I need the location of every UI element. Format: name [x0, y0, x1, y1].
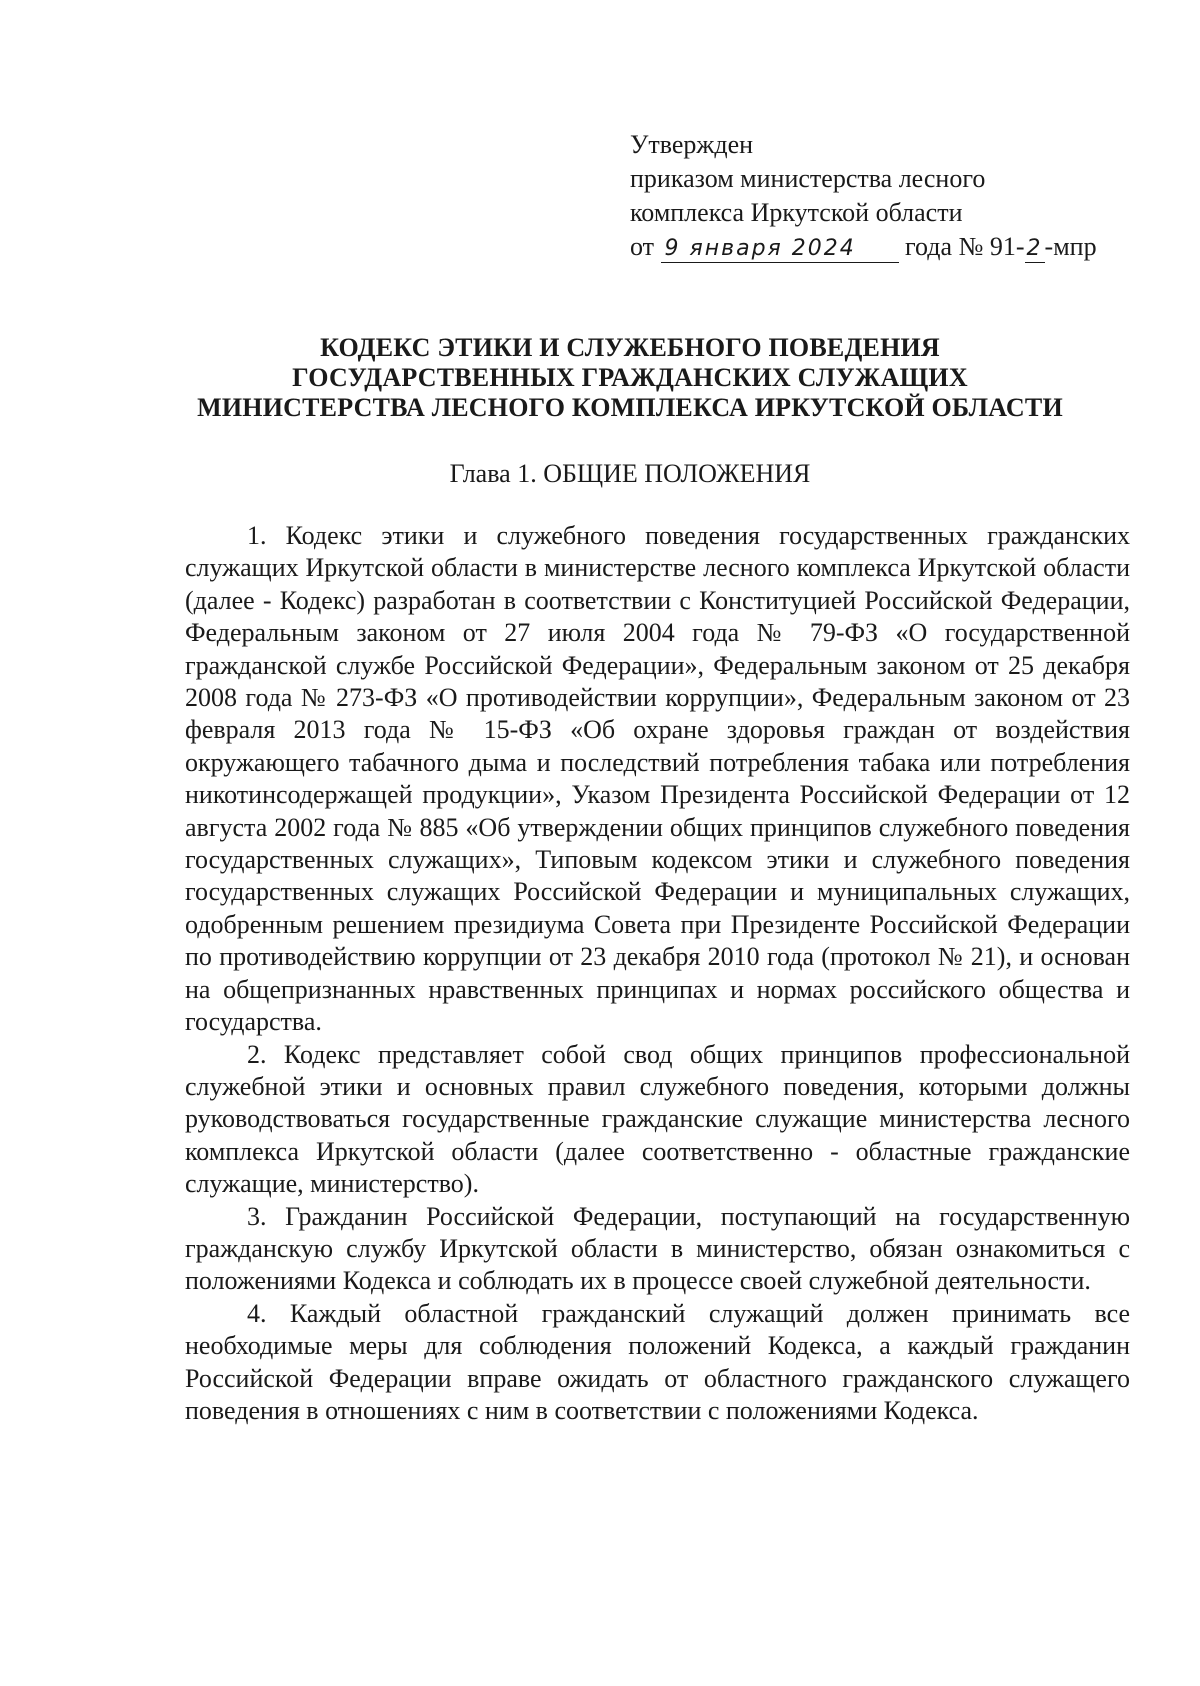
approval-line-2: приказом министерства лесного: [630, 164, 986, 193]
document-title: [150, 333, 1110, 423]
paragraph-1: 1. Кодекс этики и служебного поведения государственных гражданских служащих Иркутской области в министерстве лесного комплекса Иркутской области (далее - Кодекс) разработан в соответствии с Конституцией Российской Федерации, Федеральным законом от 27 июля 2004 года № 79-ФЗ «О государственной гражданской службе Российской Федерации», Федеральным законом от 25 декабря 2008 года № 273-ФЗ «О противодействии коррупции», Федеральным законом от 23 февраля 2013 года № 15-ФЗ «Об охране здоровья граждан от воздействия окружающего табачного дыма и последствий потребления табака или потребления никотинсодержащей продукции», Указом Президента Российской Федерации от 12 августа 2002 года № 885 «Об утверждении общих принципов служебного поведения государственных служащих», Типовым кодексом этики и служебного поведения государственных служащих Российской Федерации и муниципальных служащих, одобренным решением президиума Совета при Президенте Российской Федерации по противодействию коррупции от 23 декабря 2010 года (протокол № 21), и основан на общепризнанных нравственных принципах и нормах российского общества и государства.: [185, 521, 1130, 1037]
approval-from: от: [630, 232, 655, 261]
title-line-1: КОДЕКС ЭТИКИ И СЛУЖЕБНОГО ПОВЕДЕНИЯ: [320, 333, 940, 362]
title-line-3: МИНИСТЕРСТВА ЛЕСНОГО КОМПЛЕКСА ИРКУТСКОЙ ОБЛАСТИ: [197, 393, 1063, 422]
approval-line-4: [630, 230, 1097, 264]
chapter-heading: Глава 1. ОБЩИЕ ПОЛОЖЕНИЯ: [449, 459, 811, 488]
approval-suffix: -мпр: [1044, 232, 1097, 261]
approval-year-number: года № 91-: [905, 232, 1025, 261]
approval-line-3: комплекса Иркутской области: [630, 198, 963, 227]
title-line-2: ГОСУДАРСТВЕННЫХ ГРАЖДАНСКИХ СЛУЖАЩИХ: [292, 363, 968, 392]
handwritten-date: 9 января 2024: [661, 236, 899, 263]
document-body: [185, 520, 1130, 1427]
paragraph-2: 2. Кодекс представляет собой свод общих принципов профессиональной служебной этики и основных правил служебного поведения, которыми должны руководствоваться государственные гражданские служащие министерства лесного комплекса Иркутской области (далее соответственно - областные гражданские служащие, министерство).: [185, 1039, 1130, 1199]
paragraph-4: 4. Каждый областной гражданский служащий должен принимать все необходимые меры для соблюдения положений Кодекса, а каждый гражданин Российской Федерации вправе ожидать от областного гражданского служащего поведения в отношениях с ним в соответствии с положениями Кодекса.: [185, 1298, 1130, 1425]
approval-line-1: Утвержден: [630, 130, 754, 159]
approval-stamp: [630, 128, 1097, 264]
handwritten-number: 2: [1026, 236, 1043, 261]
paragraph-3: 3. Гражданин Российской Федерации, поступающий на государственную гражданскую службу Иркутской области в министерство, обязан ознакомиться с положениями Кодекса и соблюдать их в процессе своей служебной деятельности.: [185, 1201, 1130, 1296]
